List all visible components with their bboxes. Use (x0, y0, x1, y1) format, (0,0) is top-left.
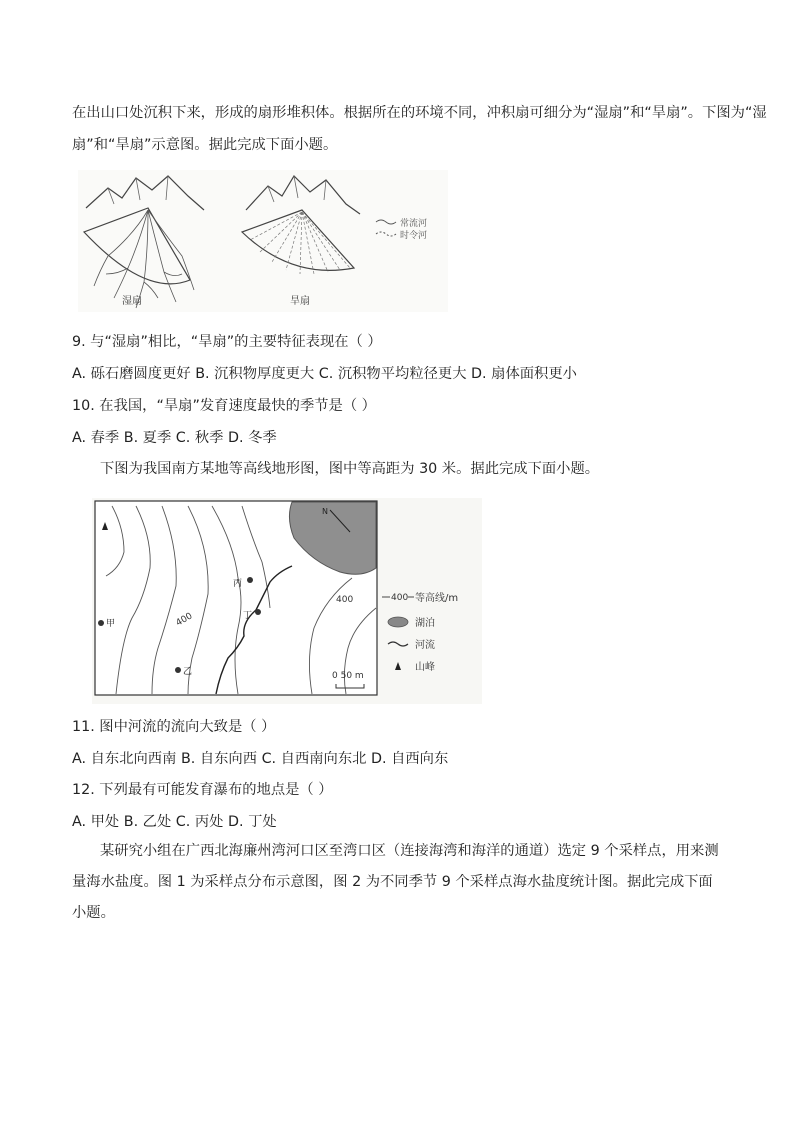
q12-stem: 12. 下列最有可能发育瀑布的地点是（ ） (72, 782, 333, 798)
legend-river: 河流 (415, 640, 435, 651)
intro-line-1: 在出山口处沉积下来，形成的扇形堆积体。根据所在的环境不同，冲积扇可细分为“湿扇”和“旱扇”。下图为“湿 (72, 105, 767, 121)
legend-contour: 等高线/m (415, 593, 459, 604)
point-jia (98, 620, 104, 626)
q10-stem: 10. 在我国，“旱扇”发育速度最快的季节是（ ） (72, 398, 376, 414)
q10-options: A. 春季 B. 夏季 C. 秋季 D. 冬季 (72, 430, 277, 446)
point-ding (255, 609, 261, 615)
point-yi-label: 乙 (183, 667, 193, 677)
q12-options: A. 甲处 B. 乙处 C. 丙处 D. 丁处 (72, 814, 277, 830)
north-label: N (322, 507, 328, 516)
legend-peak: 山峰 (415, 662, 435, 673)
scale-label: 0 50 m (332, 671, 364, 681)
intro-3: 某研究小组在广西北海廉州湾河口区至湾口区（连接海湾和海洋的通道）选定 9 个采样点，用来测量海水盐度。图 1 为采样点分布示意图，图 2 为不同季节 9 个采样点海水盐度统计图。据此完成下面小题。 (72, 843, 719, 921)
point-bing (247, 577, 253, 583)
intro-line-2: 扇”和“旱扇”示意图。据此完成下面小题。 (72, 137, 338, 153)
q11-stem: 11. 图中河流的流向大致是（ ） (72, 719, 276, 735)
contour-map-figure (92, 498, 482, 704)
dry-fan-label: 旱扇 (290, 296, 310, 307)
q9-stem: 9. 与“湿扇”相比，“旱扇”的主要特征表现在（ ） (72, 334, 382, 350)
legend-perennial-river: 常流河 (400, 219, 428, 229)
wet-fan-label: 湿扇 (122, 296, 142, 307)
intro-2: 下图为我国南方某地等高线地形图，图中等高距为 30 米。据此完成下面小题。 (100, 461, 600, 477)
contour-label-east: 400 (336, 595, 354, 605)
alluvial-fan-figure (78, 170, 448, 312)
point-yi (175, 667, 181, 673)
legend-contour-sample: 400 (391, 593, 409, 603)
legend-lake-symbol (388, 617, 408, 627)
point-ding-label: 丁 (243, 611, 253, 621)
q9-options: A. 砾石磨圆度更好 B. 沉积物厚度更大 C. 沉积物平均粒径更大 D. 扇体面积更小 (72, 366, 577, 382)
legend-seasonal-river: 时令河 (400, 231, 428, 241)
contour-label-west: 400 (174, 611, 195, 629)
legend-lake: 湖泊 (415, 618, 435, 629)
point-jia-label: 甲 (106, 619, 116, 629)
q11-options: A. 自东北向西南 B. 自东向西 C. 自西南向东北 D. 自西向东 (72, 751, 449, 767)
point-bing-label: 丙 (233, 579, 243, 589)
